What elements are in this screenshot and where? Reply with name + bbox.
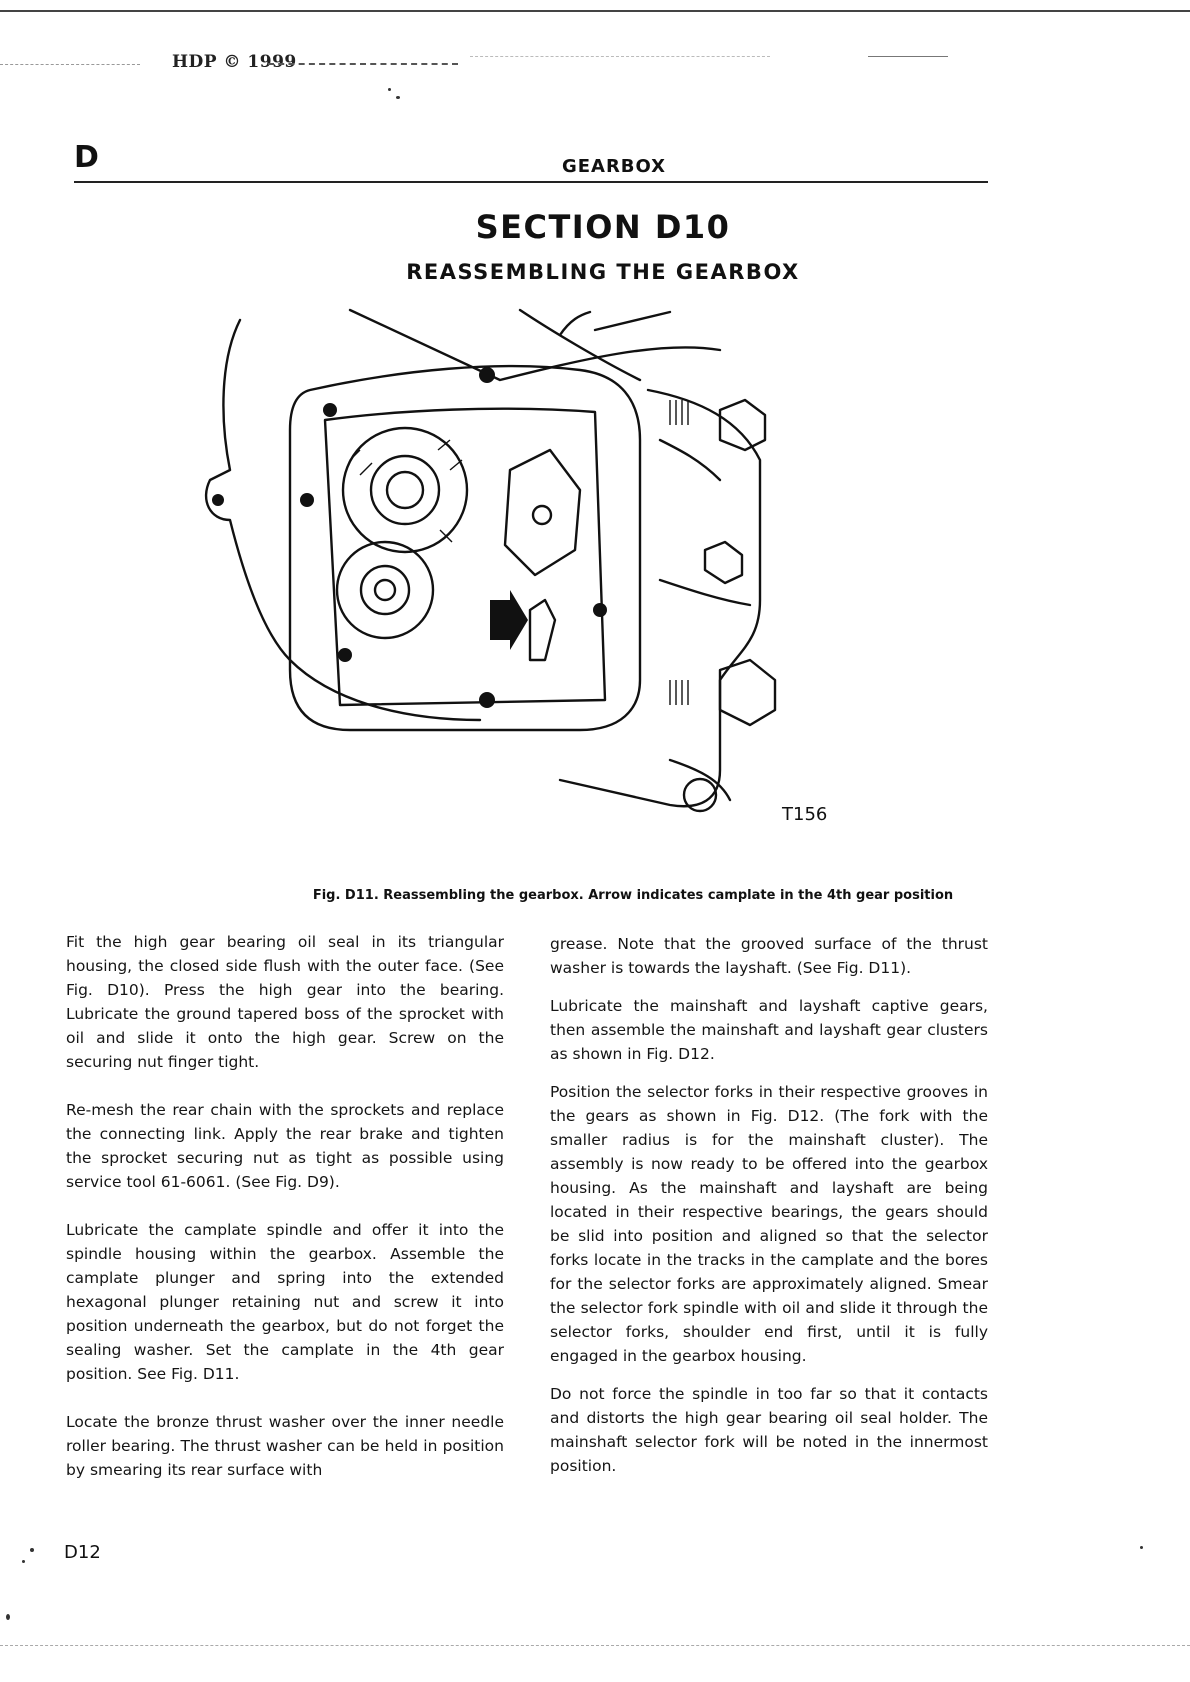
right-text-column: [550, 932, 988, 1502]
scan-speck: [30, 1548, 34, 1552]
section-subtitle-text: REASSEMBLING THE GEARBOX: [406, 260, 800, 284]
paragraph: Do not force the spindle in too far so that it contacts and distorts the high gear bearing oil seal holder. The mainshaft selector fork will be noted in the innermost position.: [550, 1385, 988, 1475]
paragraph: Re-mesh the rear chain with the sprockets and replace the connecting link. Apply the rear brake and tighten the sprocket securing nut as tight as possible using service tool 61-6061. (See Fig. D9).: [66, 1101, 504, 1191]
scan-mark: [470, 56, 770, 57]
left-text-column: [66, 930, 504, 1506]
paragraph: Lubricate the camplate spindle and offer it into the spindle housing within the gearbox. Assemble the camplate plunger and spring into the extended hexagonal plunger retaining nut and screw it into position underneath the gearbox, but do not forget the sealing washer. Set the camplate in the 4th gear position. See Fig. D11.: [66, 1221, 504, 1383]
scan-speck: [1140, 1546, 1143, 1549]
scan-speck: [388, 88, 391, 91]
section-title-text: SECTION D10: [475, 208, 731, 246]
paragraph: Lubricate the mainshaft and layshaft captive gears, then assemble the mainshaft and layshaft gear clusters as shown in Fig. D12.: [550, 997, 988, 1063]
paragraph: Fit the high gear bearing oil seal in its triangular housing, the closed side flush with the outer face. (See Fig. D10). Press the high gear into the bearing. Lubricate the ground tapered boss of the sprocket with oil and slide it onto the high gear. Screw on the securing nut finger tight.: [66, 933, 504, 1071]
scan-speck: [6, 1614, 10, 1620]
top-rule: [0, 10, 1190, 12]
page-number: D12: [64, 1542, 101, 1563]
scan-speck: [22, 1560, 25, 1563]
paragraph: Locate the bronze thrust washer over the inner needle roller bearing. The thrust washer can be held in position by smearing its rear surface with: [66, 1413, 504, 1479]
gearbox-illustration: [200, 300, 840, 880]
section-title: [0, 208, 1190, 246]
scan-mark: [0, 64, 140, 65]
scan-mark: [868, 56, 948, 57]
running-header-text: GEARBOX: [561, 156, 667, 177]
scan-mark: [0, 1645, 1190, 1646]
figure-caption: [0, 888, 1190, 903]
section-letter: D: [74, 140, 99, 175]
copyright-watermark: HDP © 1999: [172, 52, 297, 72]
figure-caption-text: Fig. D11. Reassembling the gearbox. Arrow indicates camplate in the 4th gear position: [312, 888, 954, 903]
paragraph: Position the selector forks in their respective grooves in the gears as shown in Fig. D12. (The fork with the smaller radius is for the mainshaft cluster). The assembly is now ready to be offered into the gearbox housing. As the mainshaft and layshaft are being located in their respective bearings, the gears should be slid into position and aligned so that the selector forks locate in the tracks in the camplate and the bores for the selector forks are approximately aligned. Smear the selector fork spindle with oil and slide it through the selector forks, shoulder end first, until it is fully engaged in the gearbox housing.: [550, 1083, 988, 1365]
section-subtitle: [0, 260, 1190, 284]
scan-speck: [396, 96, 400, 99]
header-rule: [74, 181, 988, 183]
watermark-rule: [268, 63, 458, 65]
running-header: [0, 156, 1120, 177]
figure-ref-label: T156: [782, 804, 828, 825]
paragraph: grease. Note that the grooved surface of the thrust washer is towards the layshaft. (See Fig. D11).: [550, 935, 988, 977]
